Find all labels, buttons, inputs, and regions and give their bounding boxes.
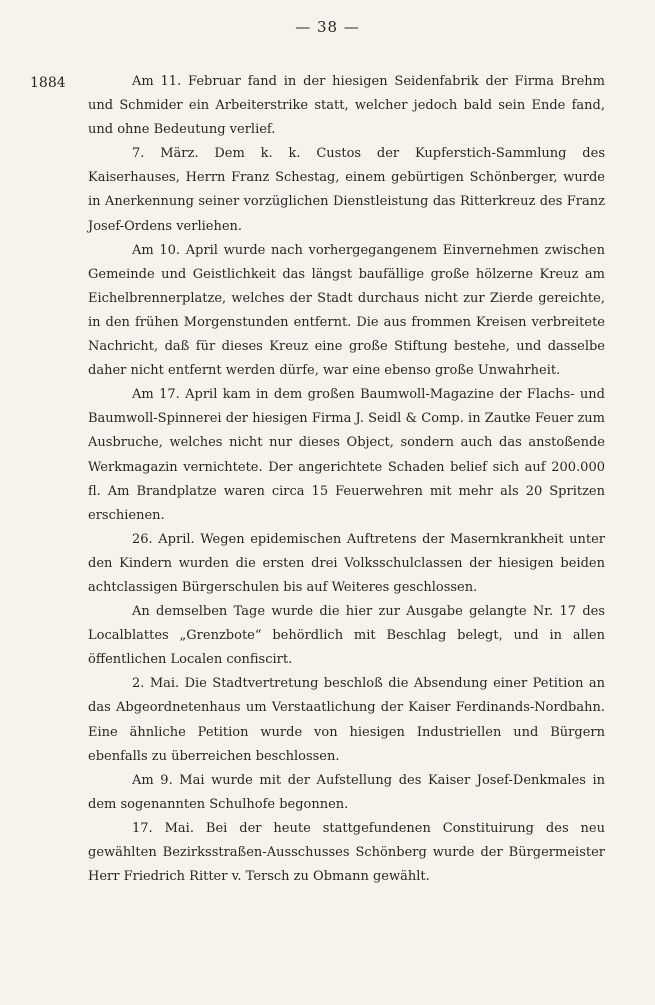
paragraph-cross-removal: Am 10. April wurde nach vorhergegangenem Einvernehmen zwischen Gemeinde und Geistlichkeit das längst baufällige große hölzerne Kreuz am Eichelbrennerplatze, welches der Stadt durchaus nicht zur Zierde gereichte, in den frühen Morgenstunden entfernt. Die aus frommen Kreisen verbreitete Nachricht, daß für dieses Kreuz eine große Stiftung bestehe, und dasselbe daher nicht entfernt werden dürfe, war eine ebenso große Unwahrheit. (88, 242, 605, 379)
paragraph-committee: 17. Mai. Bei der heute stattgefundenen Constituirung des neu gewählten Bezirksstraßen-Ausschusses Schönberg wurde der Bürgermeister Herr Friedrich Ritter v. Tersch zu Obmann gewählt. (88, 820, 605, 885)
paragraph-measles: 26. April. Wegen epidemischen Auftretens der Masernkrankheit unter den Kindern wurden die ersten drei Volksschulclassen der hiesigen beiden achtclassigen Bürgerschulen bis auf Weiteres geschlossen. (88, 531, 605, 595)
year-margin-note: 1884 (30, 75, 66, 91)
page-number: — 38 — (295, 18, 360, 36)
paragraph-petition: 2. Mai. Die Stadtvertretung beschloß die Absendung einer Petition an das Abgeordnetenhaus um Verstaatlichung der Kaiser Ferdinands-Nordbahn. Eine ähnliche Petition wurde von hiesigen Industriellen und Bürgern ebenfalls zu überreichen beschlossen. (88, 676, 605, 764)
paragraph-confiscation: An demselben Tage wurde die hier zur Ausgabe gelangte Nr. 17 des Localblattes „Grenzbote“ behördlich mit Beschlag belegt, und in allen öffentlichen Localen confiscirt. (88, 604, 605, 668)
paragraph-order-award: 7. März. Dem k. k. Custos der Kupferstich-Sammlung des Kaiserhauses, Herrn Franz Schestag, einem gebürtigen Schönberger, wurde in Anerkennung seiner vorzüglichen Dienstleistung das Ritterkreuz des Franz Josef-Ordens verliehen. (88, 146, 605, 234)
body-text (88, 70, 605, 889)
paragraph-monument: Am 9. Mai wurde mit der Aufstellung des Kaiser Josef-Denkmales in dem sogenannten Schulhofe begonnen. (88, 772, 605, 812)
paragraph-strike: Am 11. Februar fand in der hiesigen Seidenfabrik der Firma Brehm und Schmider ein Arbeiterstrike statt, welcher jedoch bald sein Ende fand, und ohne Bedeutung verlief. (88, 74, 605, 138)
paragraph-fire: Am 17. April kam in dem großen Baumwoll-Magazine der Flachs- und Baumwoll-Spinnerei der hiesigen Firma J. Seidl & Comp. in Zautke Feuer zum Ausbruche, welches nicht nur dieses Object, sondern auch das anstoßende Werkmagazin vernichtete. Der angerichtete Schaden belief sich auf 200.000 fl. Am Brandplatze waren circa 15 Feuerwehren mit mehr als 20 Spritzen erschienen. (88, 387, 605, 523)
